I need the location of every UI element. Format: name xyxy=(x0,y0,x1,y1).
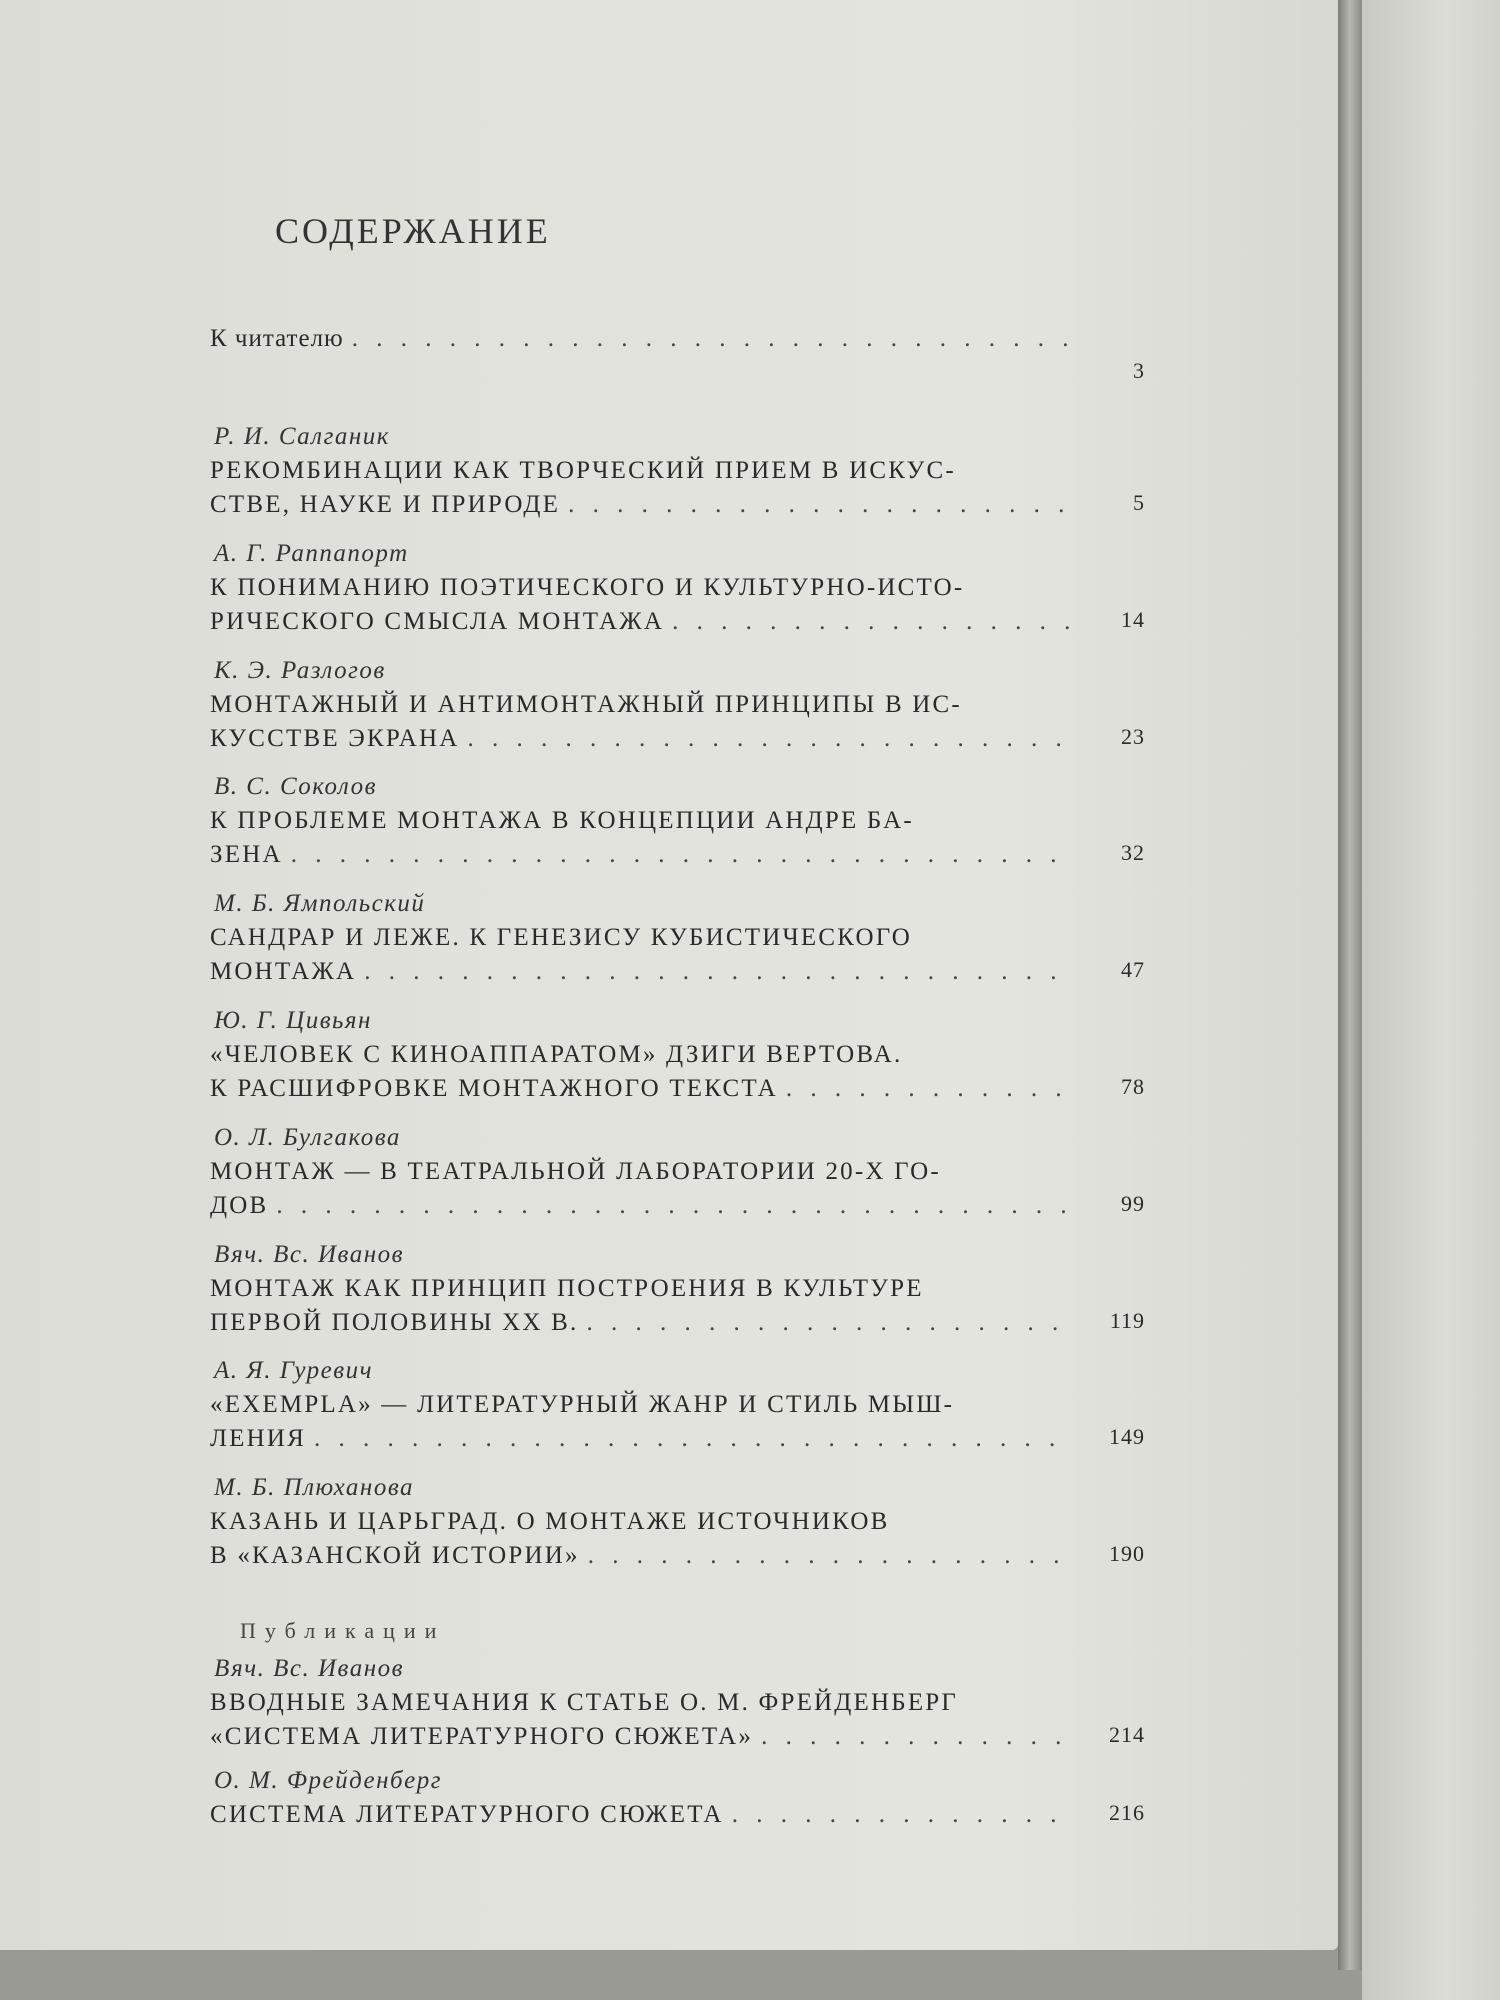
toc-entry-title: «EXEMPLA» — ЛИТЕРАТУРНЫЙ ЖАНР И СТИЛЬ МЫШ- xyxy=(210,1391,955,1418)
dot-leader xyxy=(586,1306,1070,1340)
toc-entry-line xyxy=(210,1422,1070,1456)
next-page-edge xyxy=(1362,0,1500,2000)
toc-entry-line xyxy=(210,1155,1070,1189)
toc-entry-line xyxy=(210,1038,1070,1072)
toc-entry xyxy=(210,1764,1145,1832)
toc-entry-title: СИСТЕМА ЛИТЕРАТУРНОГО СЮЖЕТА xyxy=(210,1801,724,1828)
toc-entry-title: МОНТАЖНЫЙ И АНТИМОНТАЖНЫЙ ПРИНЦИПЫ В ИС- xyxy=(210,691,962,718)
toc-entry-line xyxy=(210,1072,1070,1106)
dot-leader xyxy=(314,1422,1070,1456)
toc-entry-author: В. С. Соколов xyxy=(214,773,377,800)
toc-entry-title: МОНТАЖА xyxy=(210,958,357,985)
dot-leader xyxy=(352,322,1070,356)
toc-entry-title: МОНТАЖ КАК ПРИНЦИП ПОСТРОЕНИЯ В КУЛЬТУРЕ xyxy=(210,1275,924,1302)
toc-entry-title: РИЧЕСКОГО СМЫСЛА МОНТАЖА xyxy=(210,608,665,635)
toc-entry-title: «СИСТЕМА ЛИТЕРАТУРНОГО СЮЖЕТА» xyxy=(210,1723,754,1750)
toc-entry-title: ЗЕНА xyxy=(210,841,283,868)
dot-leader xyxy=(291,838,1070,872)
toc-page-number: 14 xyxy=(1121,607,1145,632)
toc-entry-title: ДОВ xyxy=(210,1192,269,1219)
toc-entry xyxy=(210,1652,1145,1754)
page-title: СОДЕРЖАНИЕ xyxy=(275,211,551,251)
toc-entry-line xyxy=(210,322,1070,356)
toc-page-number: 32 xyxy=(1121,840,1145,865)
toc-entry xyxy=(210,420,1145,522)
dot-leader xyxy=(276,1189,1070,1223)
toc-entry-author: А. Я. Гуревич xyxy=(214,1357,373,1384)
book-gutter xyxy=(1338,0,1362,1970)
toc-entry xyxy=(210,1004,1145,1106)
toc-entry-title: КАЗАНЬ И ЦАРЬГРАД. О МОНТАЖЕ ИСТОЧНИКОВ xyxy=(210,1508,890,1535)
toc-entry-line xyxy=(210,1505,1070,1539)
toc-entry-line xyxy=(210,921,1070,955)
toc-page-number: 99 xyxy=(1121,1191,1145,1216)
toc-entry xyxy=(210,654,1145,756)
toc-entry-line xyxy=(210,571,1070,605)
toc-entry-line xyxy=(210,1189,1070,1223)
toc-entry-author: О. М. Фрейденберг xyxy=(214,1767,442,1794)
toc-entry-title: В «КАЗАНСКОЙ ИСТОРИИ» xyxy=(210,1542,580,1569)
toc-page-number: 190 xyxy=(1109,1541,1145,1566)
toc-entry-line xyxy=(210,488,1070,522)
toc-entry-line xyxy=(210,1272,1070,1306)
dot-leader xyxy=(468,722,1070,756)
section-label-publications: Публикации xyxy=(240,1618,446,1643)
dot-leader xyxy=(761,1720,1070,1754)
toc-page-number: 5 xyxy=(1133,490,1145,515)
toc-entry-title: РЕКОМБИНАЦИИ КАК ТВОРЧЕСКИЙ ПРИЕМ В ИСКУС- xyxy=(210,457,956,484)
toc-entry-title: К ПОНИМАНИЮ ПОЭТИЧЕСКОГО И КУЛЬТУРНО-ИСТО- xyxy=(210,574,965,601)
toc-entry xyxy=(210,537,1145,639)
toc-page-number: 216 xyxy=(1109,1800,1145,1825)
dot-leader xyxy=(364,955,1070,989)
toc-entry xyxy=(210,887,1145,989)
toc-entry-line xyxy=(210,1798,1070,1832)
dot-leader xyxy=(672,605,1070,639)
toc-page-number: 23 xyxy=(1121,724,1145,749)
toc-entry-author: А. Г. Раппапорт xyxy=(214,540,409,567)
toc-entry-title: САНДРАР И ЛЕЖЕ. К ГЕНЕЗИСУ КУБИСТИЧЕСКОГО xyxy=(210,924,913,951)
toc-entry-line xyxy=(210,804,1070,838)
dot-leader xyxy=(732,1798,1070,1832)
toc-entry xyxy=(210,770,1145,872)
toc-entry-title: ПЕРВОЙ ПОЛОВИНЫ XX В. xyxy=(210,1309,579,1336)
toc-entry-author: К. Э. Разлогов xyxy=(214,657,386,684)
toc-entry-author: О. Л. Булгакова xyxy=(214,1124,401,1151)
toc-entry-line xyxy=(210,688,1070,722)
toc-entry-line xyxy=(210,605,1070,639)
toc-entry-author: М. Б. Плюханова xyxy=(214,1474,415,1501)
toc-entry xyxy=(210,1121,1145,1223)
toc-entry-title: «ЧЕЛОВЕК С КИНОАППАРАТОМ» ДЗИГИ ВЕРТОВА. xyxy=(210,1041,903,1068)
toc-entry-title: СТВЕ, НАУКЕ И ПРИРОДЕ xyxy=(210,491,561,518)
toc-entry xyxy=(210,1238,1145,1340)
toc-entry-title: КУССТВЕ ЭКРАНА xyxy=(210,725,460,752)
toc-entry-line xyxy=(210,1306,1070,1340)
toc-entry-title: МОНТАЖ — В ТЕАТРАЛЬНОЙ ЛАБОРАТОРИИ 20-Х ГО- xyxy=(210,1158,941,1185)
toc-entry-title: ЛЕНИЯ xyxy=(210,1425,307,1452)
toc-entry-line xyxy=(210,722,1070,756)
toc-entry-title: К ПРОБЛЕМЕ МОНТАЖА В КОНЦЕПЦИИ АНДРЕ БА- xyxy=(210,807,914,834)
dot-leader xyxy=(568,488,1070,522)
dot-leader xyxy=(588,1539,1070,1573)
toc-entry-title: К читателю xyxy=(210,325,344,352)
toc-page-number: 47 xyxy=(1121,957,1145,982)
toc-entry-title: К РАСШИФРОВКЕ МОНТАЖНОГО ТЕКСТА xyxy=(210,1075,778,1102)
toc-entry-intro xyxy=(210,322,1145,383)
toc-entry-author: М. Б. Ямпольский xyxy=(214,890,426,917)
toc-entry-line xyxy=(210,1539,1070,1573)
toc-entry-line xyxy=(210,838,1070,872)
toc-entry-line xyxy=(210,1388,1070,1422)
toc-entry-line xyxy=(210,1720,1070,1754)
toc-entry-title: ВВОДНЫЕ ЗАМЕЧАНИЯ К СТАТЬЕ О. М. ФРЕЙДЕНБЕРГ xyxy=(210,1689,959,1716)
toc-entry xyxy=(210,1354,1145,1456)
toc-entry-line xyxy=(210,1686,1070,1720)
toc-page-number: 119 xyxy=(1109,1308,1145,1333)
toc-entry-line xyxy=(210,955,1070,989)
toc-page-number: 3 xyxy=(1133,358,1145,383)
toc-entry xyxy=(210,1471,1145,1573)
toc-entry-line xyxy=(210,454,1070,488)
toc-entry-author: Р. И. Салганик xyxy=(214,423,390,450)
toc-entry-author: Вяч. Вс. Иванов xyxy=(214,1655,404,1682)
toc-entry-author: Ю. Г. Цивьян xyxy=(214,1007,372,1034)
toc-page-number: 149 xyxy=(1109,1424,1145,1449)
toc-page-number: 214 xyxy=(1109,1722,1145,1747)
toc-entry-author: Вяч. Вс. Иванов xyxy=(214,1241,404,1268)
toc-page-number: 78 xyxy=(1121,1074,1145,1099)
dot-leader xyxy=(786,1072,1070,1106)
